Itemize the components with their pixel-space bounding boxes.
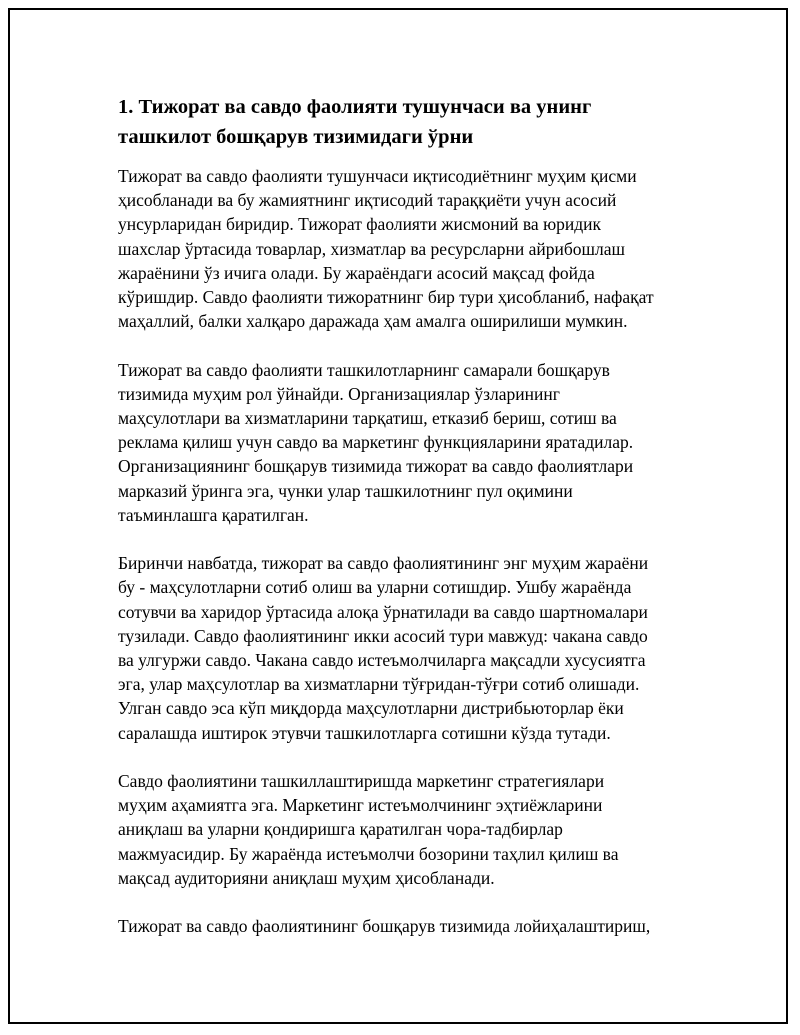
- paragraph-line: маҳаллий, балки халқаро даражада ҳам амалга оширилиши мумкин.: [118, 311, 628, 332]
- paragraph-1: [118, 164, 684, 333]
- paragraph-line: сотувчи ва харидор ўртасида алоқа ўрнатилади ва савдо шартномалари: [118, 601, 648, 622]
- document-body: [118, 92, 684, 963]
- paragraph-line: маҳсулотлари ва хизматларини тарқатиш, етказиб бериш, сотиш ва: [118, 408, 617, 429]
- paragraph-line: эга, улар маҳсулотлар ва хизматларни тўғридан-тўғри сотиб олишади.: [118, 674, 640, 695]
- paragraph-line: тузилади. Савдо фаолиятининг икки асосий тури мавжуд: чакана савдо: [118, 625, 648, 646]
- paragraph-line: кўришдир. Савдо фаолияти тижоратнинг бир тури ҳисобланиб, нафақат: [118, 287, 654, 308]
- paragraph-line: Тижорат ва савдо фаолиятининг бошқарув тизимида лойиҳалаштириш,: [118, 916, 651, 937]
- paragraph-line: мажмуасидир. Бу жараёнда истеъмолчи бозорини таҳлил қилиш ва: [118, 843, 619, 864]
- paragraph-2: [118, 358, 684, 527]
- paragraph-line: мақсад аудиторияни аниқлаш муҳим ҳисобланади.: [118, 867, 495, 888]
- paragraph-line: Тижорат ва савдо фаолияти тушунчаси иқтисодиётнинг муҳим қисми: [118, 166, 637, 186]
- paragraph-4: [118, 769, 684, 890]
- paragraph-line: Савдо фаолиятини ташкиллаштиришда маркетинг стратегиялари: [118, 771, 605, 792]
- paragraph-line: аниқлаш ва уларни қондиришга қаратилган чора-тадбирлар: [118, 819, 563, 840]
- paragraph-line: ҳисобланади ва бу жамиятнинг иқтисодий тараққиёти учун асосий: [118, 190, 617, 211]
- paragraph-line: тизимида муҳим рол ўйнайди. Организациялар ўзларининг: [118, 383, 560, 404]
- paragraph-line: Улган савдо эса кўп миқдорда маҳсулотларни дистрибьюторлар ёки: [118, 698, 624, 719]
- paragraph-line: муҳим аҳамиятга эга. Маркетинг истеъмолчининг эҳтиёжларини: [118, 795, 603, 816]
- paragraph-3: [118, 551, 684, 745]
- paragraph-line: саралашда иштирок этувчи ташкилотларга сотишни кўзда тутади.: [118, 722, 611, 743]
- paragraph-line: ва улгуржи савдо. Чакана савдо истеъмолчиларга мақсадли хусусиятга: [118, 650, 646, 671]
- heading-line: 1. Тижорат ва савдо фаолияти тушунчаси ва унинг: [118, 96, 592, 118]
- paragraph-line: таъминлашга қаратилган.: [118, 504, 309, 525]
- paragraph-line: жараёнини ўз ичига олади. Бу жараёндаги асосий мақсад фойда: [118, 262, 595, 283]
- paragraph-line: реклама қилиш учун савдо ва маркетинг функцияларини яратадилар.: [118, 432, 634, 453]
- paragraph-line: Организациянинг бошқарув тизимида тижорат ва савдо фаолиятлари: [118, 456, 634, 477]
- paragraph-line: Биринчи навбатда, тижорат ва савдо фаолиятининг энг муҳим жараёни: [118, 553, 649, 574]
- paragraph-line: марказий ўринга эга, чунки улар ташкилотнинг пул оқимини: [118, 480, 573, 501]
- paragraph-line: Тижорат ва савдо фаолияти ташкилотларнинг самарали бошқарув: [118, 359, 610, 380]
- heading-line: ташкилот бошқарув тизимидаги ўрни: [118, 126, 474, 148]
- section-heading: [118, 92, 684, 152]
- paragraph-line: унсурларидан биридир. Тижорат фаолияти жисмоний ва юридик: [118, 214, 602, 235]
- paragraph-line: бу - маҳсулотларни сотиб олиш ва уларни сотишдир. Ушбу жараёнда: [118, 577, 632, 598]
- paragraph-line: шахслар ўртасида товарлар, хизматлар ва ресурсларни айрибошлаш: [118, 238, 625, 259]
- paragraph-5: [118, 914, 684, 938]
